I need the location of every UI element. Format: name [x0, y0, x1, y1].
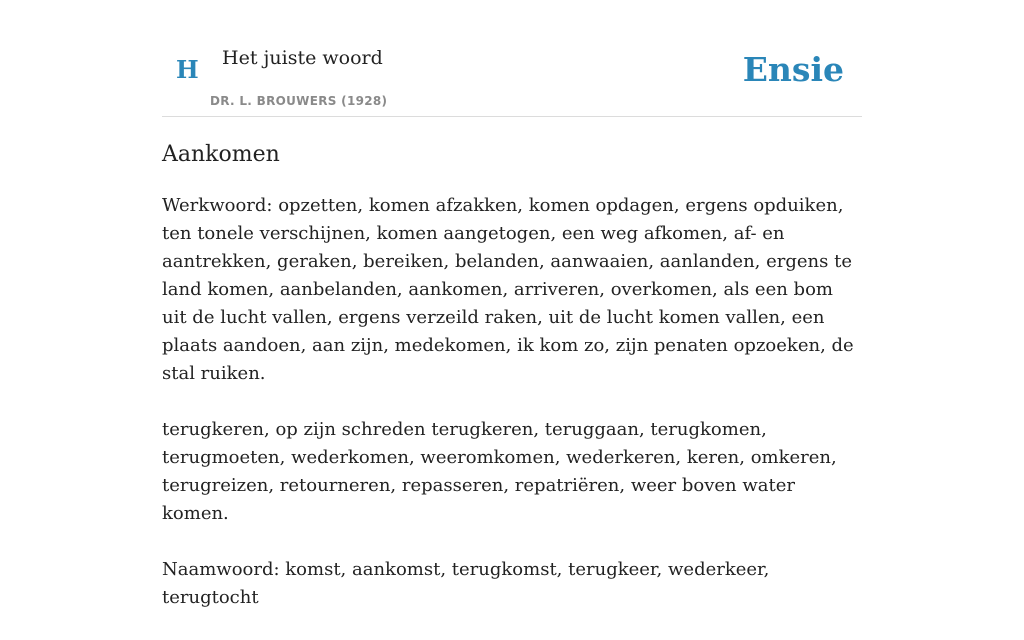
entry-title: Aankomen	[162, 142, 280, 167]
book-title-link[interactable]: Het juiste woord	[222, 47, 383, 69]
book-author: DR. L. BROUWERS (1928)	[210, 94, 388, 108]
entry-paragraph: Werkwoord: opzetten, komen afzakken, komen opdagen, ergens opduiken, ten tonele verschijnen, komen aangetogen, een weg afkomen, af- en aantrekken, geraken, bereiken, belanden, aanwaaien, aanlanden, ergens te land komen, aanbelanden, aankomen, arriveren, overkomen, als een bom uit de lucht vallen, ergens verzeild raken, uit de lucht komen vallen, een plaats aandoen, aan zijn, medekomen, ik kom zo, zijn penaten opzoeken, de stal ruiken.	[162, 195, 854, 384]
ensie-logo[interactable]: Ensie	[742, 50, 844, 89]
entry-body	[162, 192, 862, 640]
book-letter-icon[interactable]: H	[176, 55, 199, 84]
entry-paragraph: Naamwoord: komst, aankomst, terugkomst, terugkeer, wederkeer, terugtocht	[162, 559, 770, 608]
entry-paragraph: terugkeren, op zijn schreden terugkeren, teruggaan, terugkomen, terugmoeten, wederkomen, weeromkomen, wederkeren, keren, omkeren, terugreizen, retourneren, repasseren, repatriëren, weer boven water komen.	[162, 419, 837, 524]
book-header	[162, 30, 862, 117]
